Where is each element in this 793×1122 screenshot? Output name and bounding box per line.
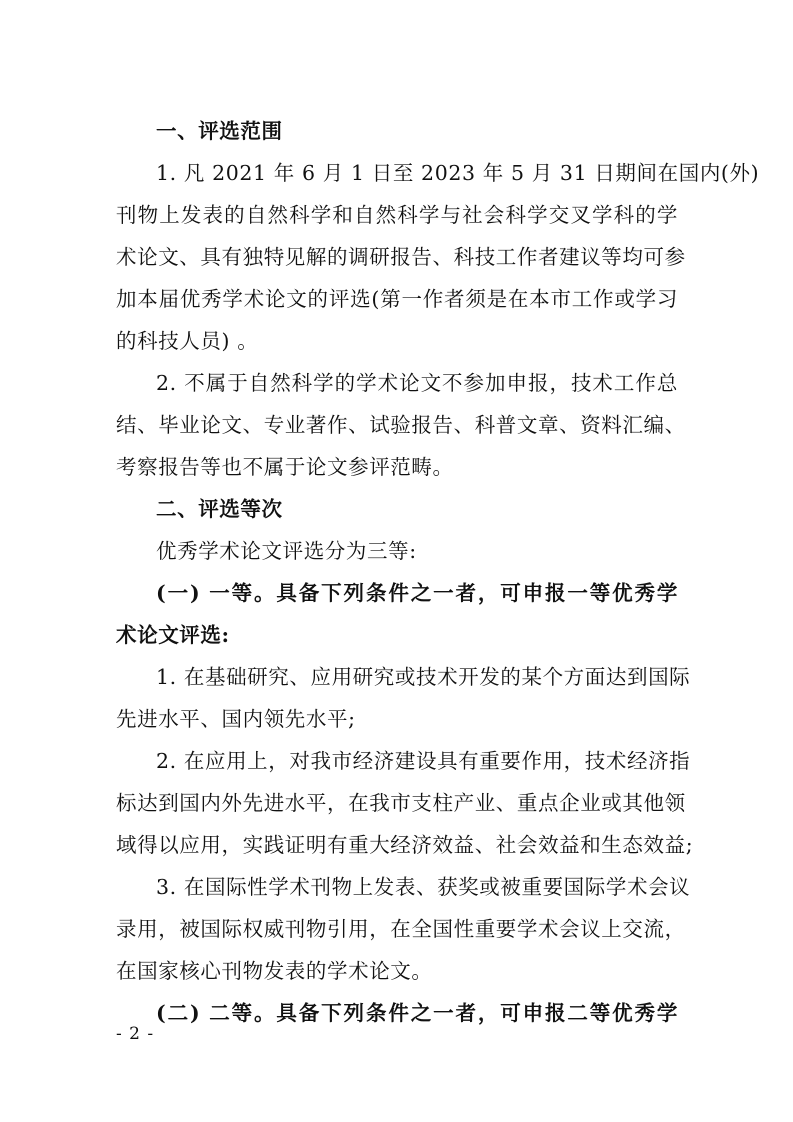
paragraph-line: 加本届优秀学术论文的评选(第一作者须是在本市工作或学习	[116, 287, 678, 311]
subheading-second-class: (二) 二等。具备下列条件之一者，可申报二等优秀学	[156, 1001, 678, 1025]
paragraph-line: 1. 在基础研究、应用研究或技术开发的某个方面达到国际	[156, 665, 691, 689]
paragraph-line: 的科技人员) 。	[116, 329, 259, 353]
subheading-first-class: 术论文评选:	[116, 623, 230, 647]
paragraph-line: 先进水平、国内领先水平;	[116, 707, 356, 731]
paragraph-line: 考察报告等也不属于论文参评范畴。	[116, 455, 454, 479]
paragraph-line: 域得以应用，实践证明有重大经济效益、社会效益和生态效益;	[116, 833, 694, 857]
paragraph-line: 在国家核心刊物发表的学术论文。	[116, 959, 433, 983]
page-number: - 2 -	[116, 1024, 155, 1044]
paragraph-line: 3. 在国际性学术刊物上发表、获奖或被重要国际学术会议	[156, 875, 691, 899]
paragraph-line: 术论文、具有独特见解的调研报告、科技工作者建议等均可参	[116, 245, 686, 269]
paragraph-line: 2. 不属于自然科学的学术论文不参加申报，技术工作总	[156, 371, 678, 395]
section-heading-scope: 一、评选范围	[156, 119, 283, 143]
paragraph-line: 优秀学术论文评选分为三等:	[156, 539, 417, 563]
paragraph-line: 刊物上发表的自然科学和自然科学与社会科学交叉学科的学	[116, 203, 678, 227]
paragraph-line: 录用，被国际权威刊物引用，在全国性重要学术会议上交流，	[116, 917, 686, 941]
paragraph-line: 2. 在应用上，对我市经济建设具有重要作用，技术经济指	[156, 749, 691, 773]
paragraph-line: 结、毕业论文、专业著作、试验报告、科普文章、资料汇编、	[116, 413, 686, 437]
subheading-first-class: (一) 一等。具备下列条件之一者，可申报一等优秀学	[156, 581, 678, 605]
paragraph-line: 1. 凡 2021 年 6 月 1 日至 2023 年 5 月 31 日期间在国内(外)	[156, 161, 760, 185]
paragraph-line: 标达到国内外先进水平，在我市支柱产业、重点企业或其他领	[116, 791, 686, 815]
section-heading-levels: 二、评选等次	[156, 497, 283, 521]
